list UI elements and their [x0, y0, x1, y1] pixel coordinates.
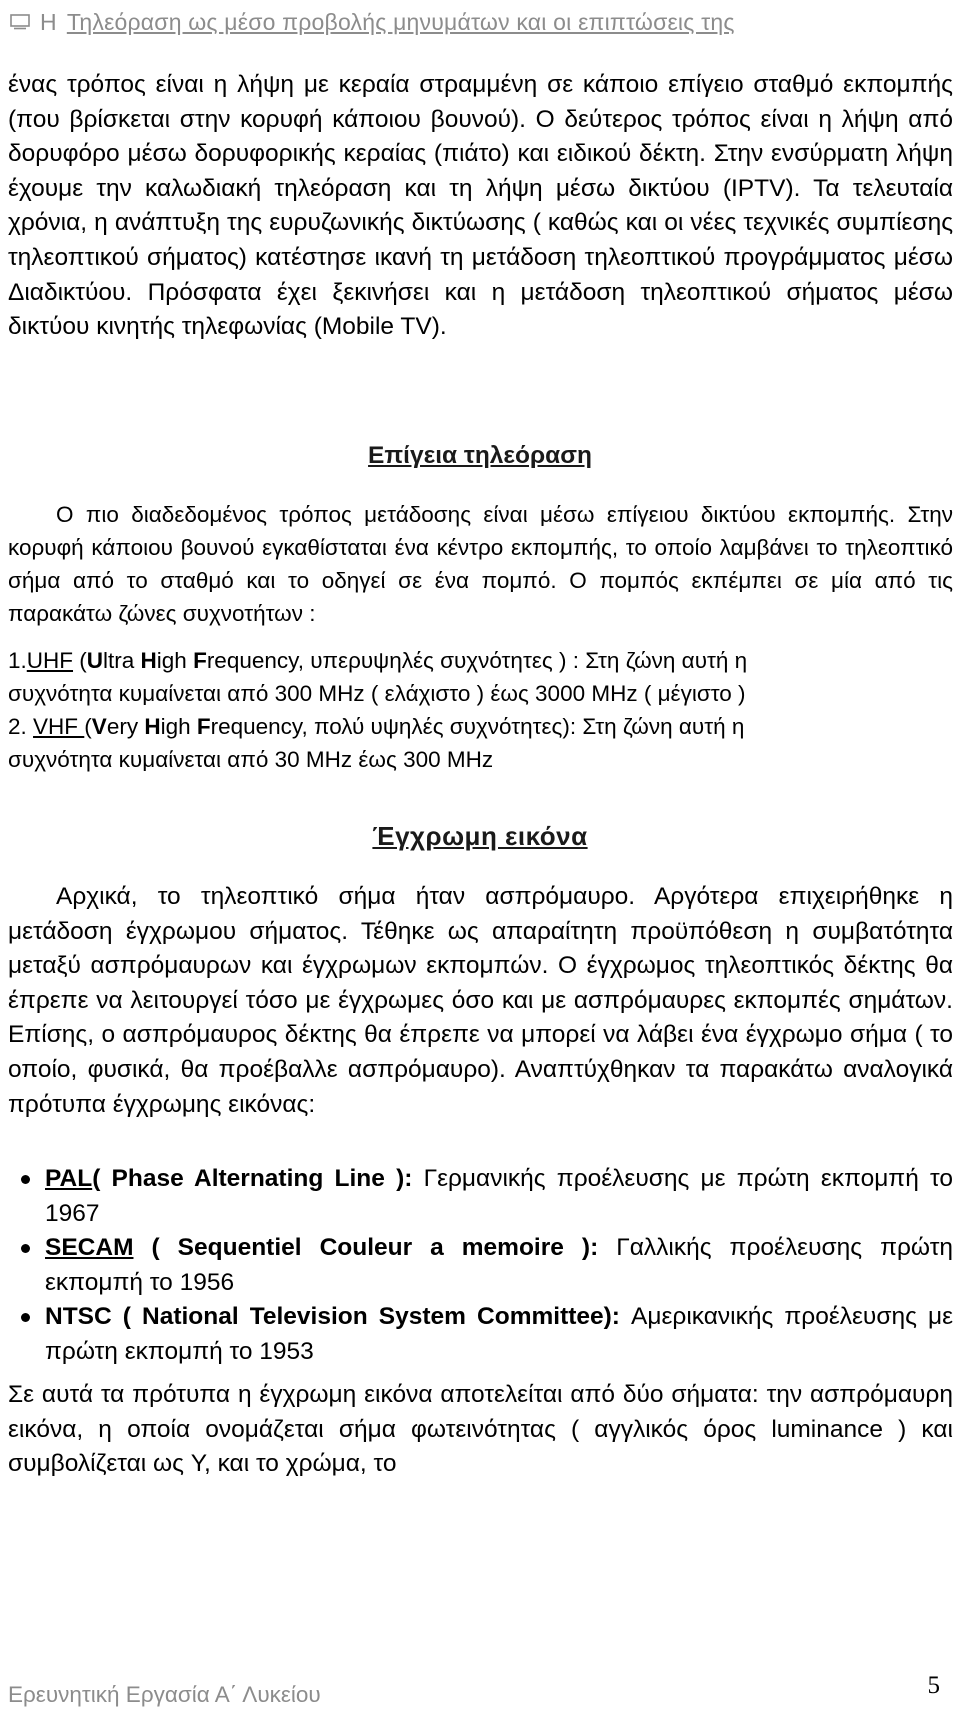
- uhf-ultra: ltra: [103, 648, 141, 673]
- screen-icon: [10, 14, 30, 30]
- vhf-letter-v: V: [91, 714, 107, 739]
- uhf-open: (: [73, 648, 87, 673]
- uhf-letter-h: H: [140, 648, 157, 673]
- standard-name: ( Sequentiel Couleur a memoire ):: [133, 1234, 599, 1262]
- standard-description: Αμερικανικής προέλευσης με πρώτη εκπομπή το 1953: [45, 1303, 953, 1365]
- paragraph-signals: [8, 1378, 953, 1482]
- standard-name: ( Phase Alternating Line ):: [92, 1165, 413, 1192]
- uhf-line: [8, 644, 953, 677]
- vhf-letter-h: H: [144, 714, 161, 739]
- list-item: [8, 1162, 953, 1231]
- header-prefix: Η: [40, 8, 57, 35]
- list-item: [8, 1300, 953, 1369]
- vhf-abbr: VHF: [33, 714, 85, 739]
- vhf-number: 2.: [8, 714, 34, 739]
- uhf-range: συχνότητα κυμαίνεται από 300 MHz ( ελάχιστο ) έως 3000 MHz ( μέγιστο ): [8, 681, 746, 706]
- paragraph-color: [8, 880, 953, 1122]
- vhf-rest: requency, πολύ υψηλές συχνότητες): Στη ζώνη αυτή η: [210, 714, 745, 739]
- heading-color-image: Έγχρωμη εικόνα: [372, 821, 588, 851]
- uhf-high: igh: [156, 648, 194, 673]
- frequency-bands: [8, 644, 953, 776]
- vhf-line: [8, 710, 953, 743]
- bullet-icon: [21, 1175, 30, 1184]
- paragraph-reception-text: ένας τρόπος είναι η λήψη με κεραία στραμμένη σε κάποιο επίγειο σταθμό εκπομπής (που βρίσκεται στην κορυφή κάποιου βουνού). Ο δεύτερος τρόπος είναι η λήψη από δορυφόρο μέσω δορυφορικής κεραίας (πιάτο) και ειδικού δέκτη. Στην ενσύρματη λήψη έχουμε την καλωδιακή τηλεόραση και τη λήψη μέσω δικτύου (IPTV). Τα τελευταία χρόνια, η ανάπτυξη της ευρυζωνικής δικτύωσης ( καθώς και οι νέες τεχνικές συμπίεσης τηλεοπτικού σήματος) κατέστησε ικανή τη μετάδοση τηλεοπτικού προγράμματος μέσω Διαδικτύου. Πρόσφατα έχει ξεκινήσει και η μετάδοση τηλεοπτικού σήματος μέσω δικτύου κινητής τηλεφωνίας (Mobile TV).: [8, 71, 953, 341]
- uhf-rest: requency, υπερυψηλές συχνότητες ) : Στη ζώνη αυτή η: [206, 648, 748, 673]
- bullet-icon: [21, 1244, 30, 1253]
- heading-terrestrial-tv: Επίγεια τηλεόραση: [368, 442, 592, 469]
- standard-name: ( National Television System Committee):: [111, 1303, 620, 1331]
- standard-description: Γερμανικής προέλευσης με πρώτη εκπομπή το 1967: [45, 1165, 953, 1227]
- standard-abbr: SECAM: [45, 1234, 134, 1262]
- vhf-range: συχνότητα κυμαίνεται από 30 MHz έως 300 MHz: [8, 747, 494, 772]
- uhf-abbr: UHF: [26, 648, 74, 673]
- paragraph-signals-text: Σε αυτά τα πρότυπα η έγχρωμη εικόνα αποτελείται από δύο σήματα: την ασπρόμαυρη εικόνα, η οποία ονομάζεται σήμα φωτεινότητας ( αγγλικός όρος luminance ) και συμβολίζεται ως Y, και το χρώμα, το: [8, 1381, 953, 1478]
- vhf-high: igh: [160, 714, 197, 739]
- paragraph-terrestrial-text: Ο πιο διαδεδομένος τρόπος μετάδοσης είναι μέσω επίγειου δικτύου εκπομπής. Στην κορυφή κάποιου βουνού εγκαθίσταται ένα κέντρο εκπομπής, το οποίο λαμβάνει το τηλεοπτικό σήμα από το σταθμό και το οδηγεί σε ένα πομπό. Ο πομπός εκπέμπει σε μία από τις παρακάτω ζώνες συχνοτήτων :: [8, 502, 953, 626]
- footer-label: Ερευνητική Εργασία Α΄ Λυκείου: [8, 1682, 321, 1707]
- standard-abbr: NTSC: [45, 1303, 112, 1331]
- paragraph-reception: [8, 68, 953, 345]
- standard-description: Γαλλικής προέλευσης πρώτη εκπομπή το 1956: [45, 1234, 953, 1296]
- vhf-letter-f: F: [196, 714, 211, 739]
- vhf-very: ery: [106, 714, 145, 739]
- standards-bullets: [8, 1162, 953, 1370]
- uhf-number: 1.: [8, 648, 27, 673]
- list-item: [8, 1231, 953, 1300]
- paragraph-terrestrial: [8, 498, 953, 630]
- bullet-icon: [21, 1313, 30, 1322]
- standard-abbr: PAL: [45, 1165, 93, 1192]
- page-number: 5: [927, 1672, 940, 1699]
- header-title: Τηλεόραση ως μέσο προβολής μηνυμάτων και οι επιπτώσεις της: [66, 8, 735, 35]
- page-header: [10, 6, 950, 38]
- standards-list: [8, 1162, 953, 1370]
- paragraph-color-text: Αρχικά, το τηλεοπτικό σήμα ήταν ασπρόμαυρο. Αργότερα επιχειρήθηκε η μετάδοση έγχρωμου σήματος. Τέθηκε ως απαραίτητη προϋπόθεση η συμβατότητα μεταξύ ασπρόμαυρων και έγχρωμων εκπομπών. Ο έγχρωμος τηλεοπτικός δέκτης θα έπρεπε να λειτουργεί τόσο με έγχρωμες όσο και με ασπρόμαυρες εκπομπές σημάτων. Επίσης, ο ασπρόμαυρος δέκτης θα έπρεπε να μπορεί να λάβει ένα έγχρωμο σήμα ( το οποίο, φυσικά, θα προέβαλλε ασπρόμαυρο). Αναπτύχθηκαν τα παρακάτω αναλογικά πρότυπα έγχρωμης εικόνας:: [8, 883, 953, 1118]
- uhf-letter-f: F: [193, 648, 207, 673]
- vhf-open: (: [84, 714, 92, 739]
- uhf-letter-u: U: [86, 648, 104, 673]
